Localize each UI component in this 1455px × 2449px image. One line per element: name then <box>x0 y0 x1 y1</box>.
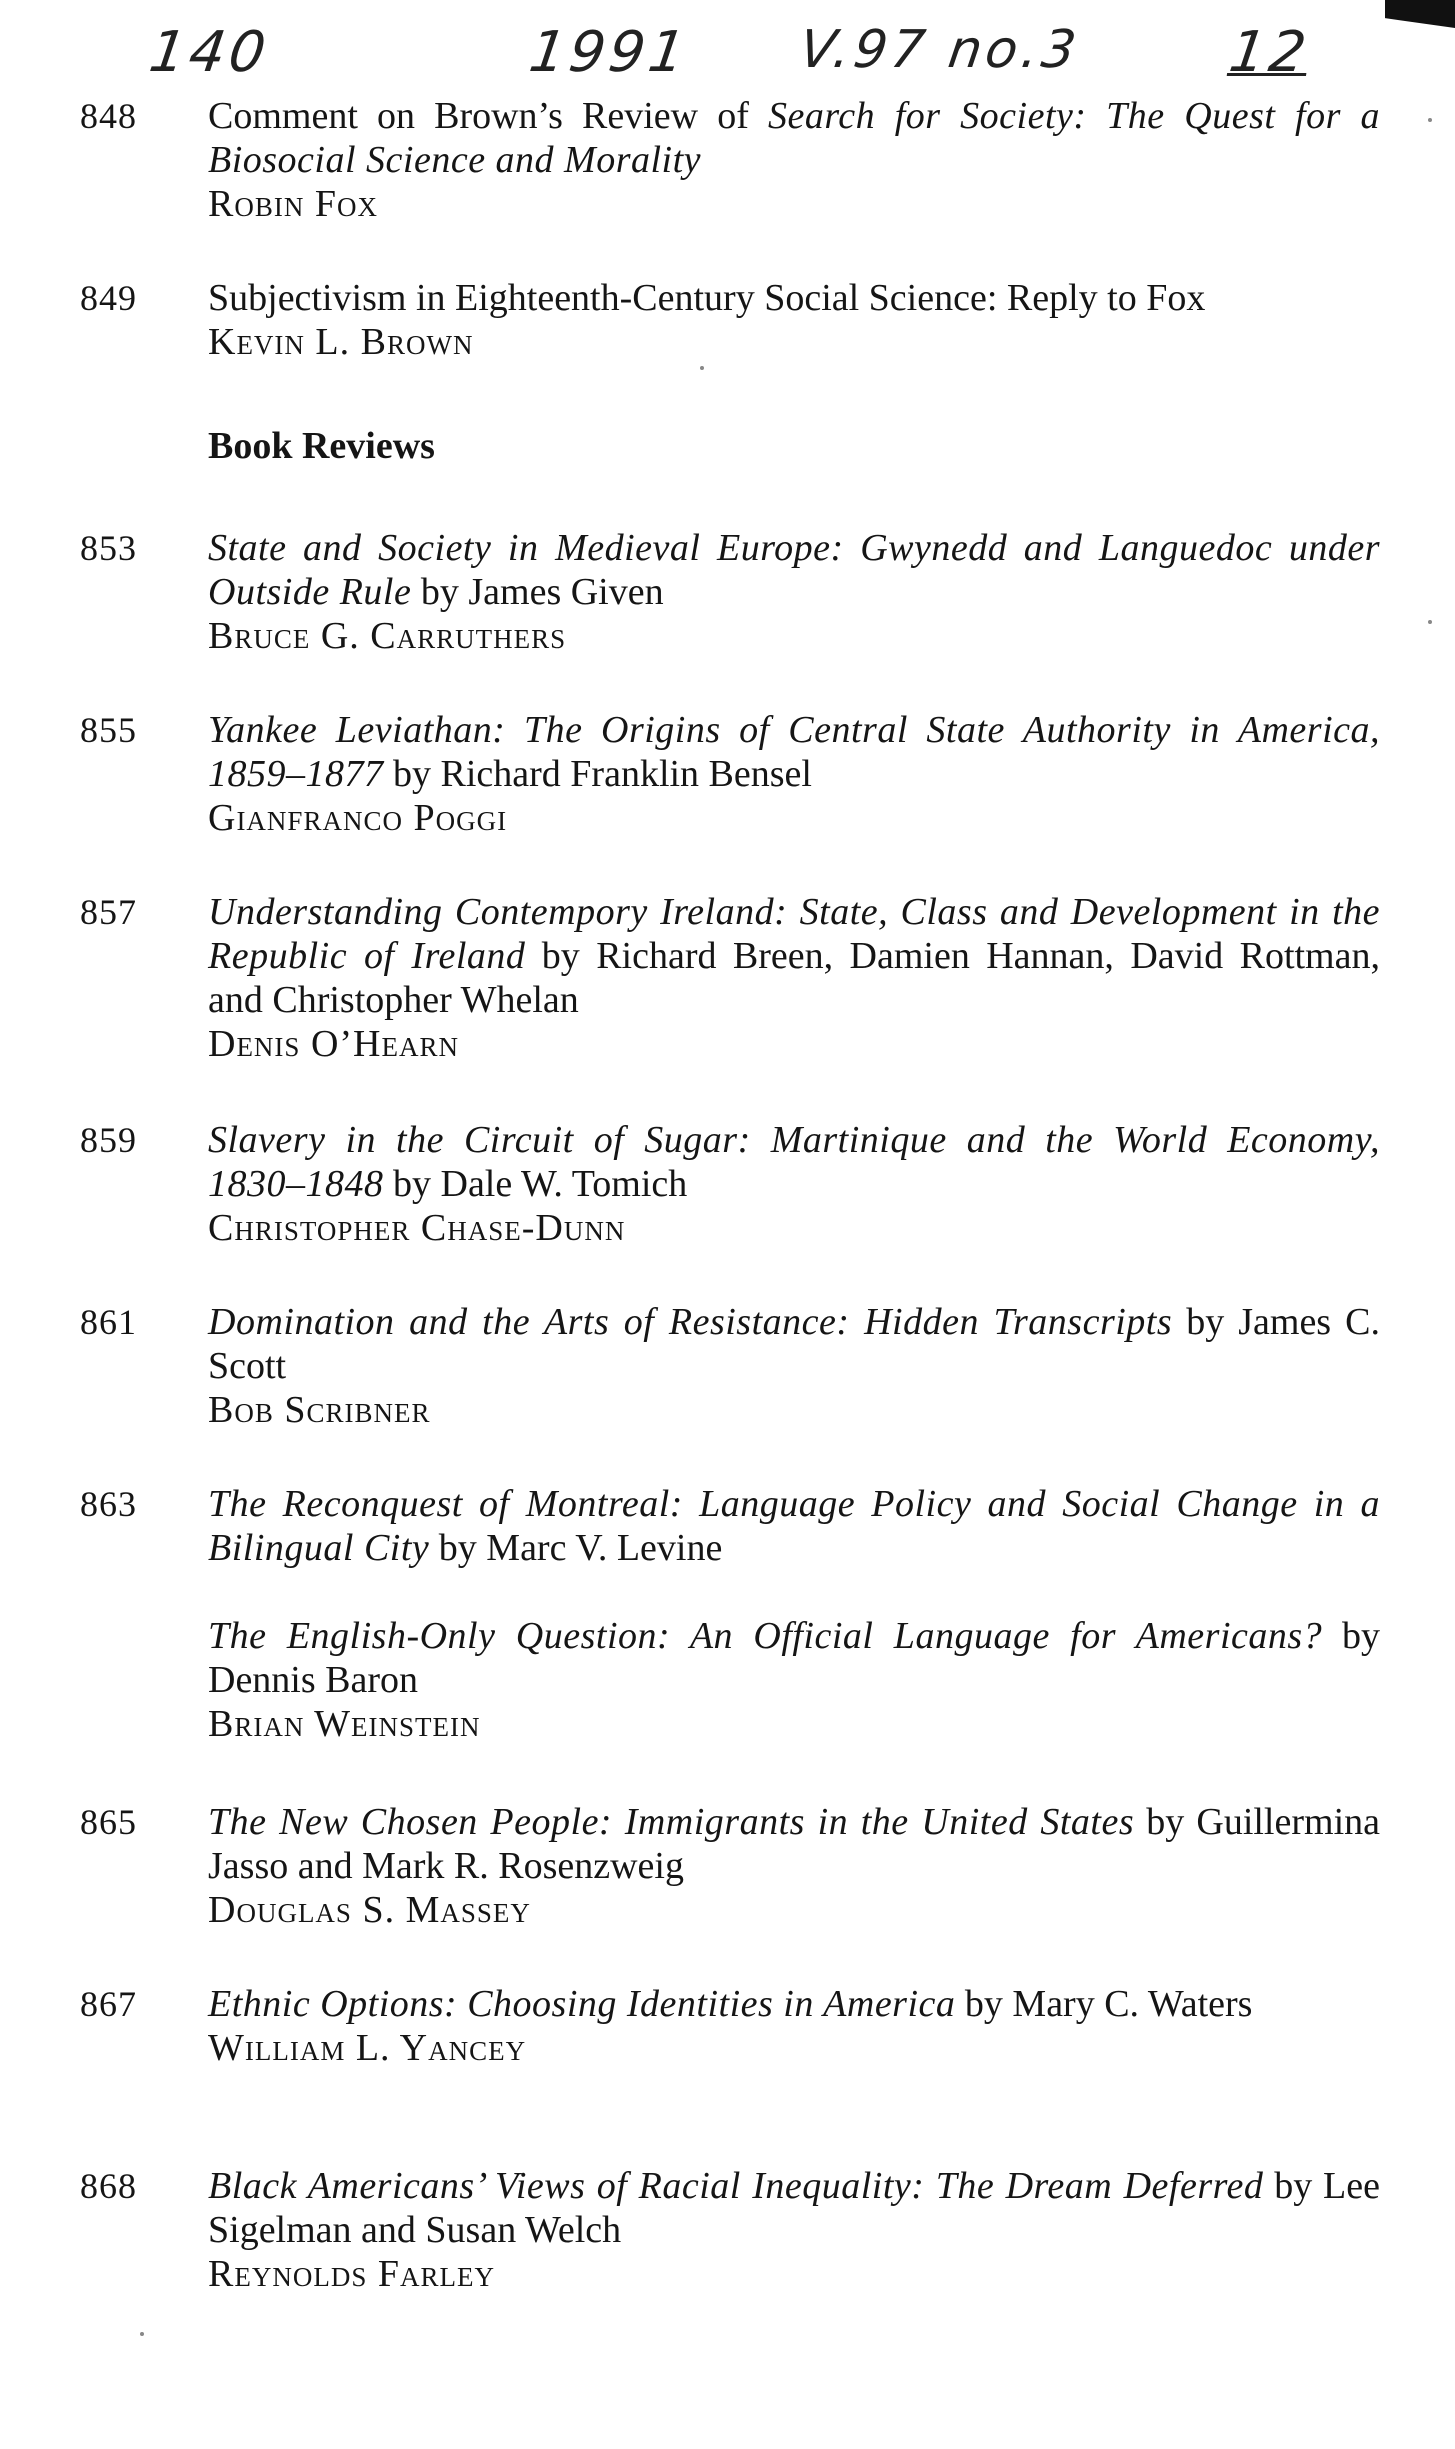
entry-text <box>208 1300 1380 1432</box>
entry-title: The Reconquest of Montreal: Language Policy and Social Change in a Bilingual City <box>208 1483 1380 1569</box>
entry-title: Domination and the Arts of Resistance: Hidden Transcripts <box>208 1301 1173 1343</box>
entry-title: Ethnic Options: Choosing Identities in America <box>208 1983 956 2025</box>
handwritten-note: 12 <box>1225 20 1314 85</box>
entry-author: William L. Yancey <box>208 2027 527 2069</box>
entry-text <box>208 1614 1380 1746</box>
entry-tail: by Richard Franklin Bensel <box>383 753 812 795</box>
entry-tail: by Marc V. Levine <box>429 1527 723 1569</box>
entry-author: Bob Scribner <box>208 1389 431 1431</box>
page-number: 865 <box>80 1802 137 1842</box>
section-heading-book-reviews: Book Reviews <box>208 425 435 467</box>
entry-tail: by Dale W. Tomich <box>383 1163 688 1205</box>
page-number: 867 <box>80 1984 137 2024</box>
entry-title: Slavery in the Circuit of Sugar: Martinique and the World Economy, 1830–1848 <box>208 1119 1380 1205</box>
entry-text <box>208 94 1380 226</box>
handwritten-page-number: 140 <box>145 20 274 85</box>
entry-author: Reynolds Farley <box>208 2253 495 2295</box>
scan-speck <box>1428 118 1432 122</box>
entry-text <box>208 276 1380 364</box>
entry-text <box>208 1982 1380 2070</box>
entry-lead: Comment on Brown’s Review of <box>208 95 768 137</box>
handwritten-volume-issue: V.97 no.3 <box>795 20 1084 80</box>
page-number: 859 <box>80 1120 137 1160</box>
entry-tail: by Richard Breen, Damien Hannan, David Rottman, and Christopher Whelan <box>208 935 1380 1021</box>
scan-speck <box>700 366 704 370</box>
page-number: 855 <box>80 710 137 750</box>
entry-title: Understanding Contempory Ireland: State, Class and Development in the Republic of Ireland <box>208 891 1380 977</box>
entry-tail: by Mary C. Waters <box>955 1983 1253 2025</box>
entry-text <box>208 1800 1380 1932</box>
scan-speck <box>1428 620 1432 624</box>
entry-text <box>208 890 1380 1066</box>
entry-author: Kevin L. Brown <box>208 321 474 363</box>
entry-lead: Subjectivism in Eighteenth-Century Social Science: Reply to Fox <box>208 277 1206 319</box>
handwritten-year: 1991 <box>525 20 694 85</box>
entry-text <box>208 1482 1380 1570</box>
entry-text <box>208 526 1380 658</box>
entry-author: Douglas S. Massey <box>208 1889 531 1931</box>
entry-text <box>208 2164 1380 2296</box>
scan-edge-mark <box>1385 0 1455 28</box>
scan-speck <box>140 2332 144 2336</box>
entry-title: The New Chosen People: Immigrants in the United States <box>208 1801 1135 1843</box>
page-number: 848 <box>80 96 137 136</box>
entry-author: Brian Weinstein <box>208 1703 481 1745</box>
entry-title: Yankee Leviathan: The Origins of Central State Authority in America, 1859–1877 <box>208 709 1380 795</box>
entry-title: State and Society in Medieval Europe: Gwynedd and Languedoc under Outside Rule <box>208 527 1380 613</box>
page-number: 863 <box>80 1484 137 1524</box>
page-number: 849 <box>80 278 137 318</box>
page-number: 857 <box>80 892 137 932</box>
entry-tail: by James C. Scott <box>208 1301 1380 1387</box>
page-number: 861 <box>80 1302 137 1342</box>
entry-title: Black Americans’ Views of Racial Inequality: The Dream Deferred <box>208 2165 1264 2207</box>
entry-author: Bruce G. Carruthers <box>208 615 567 657</box>
page-number: 853 <box>80 528 137 568</box>
page-number: 868 <box>80 2166 137 2206</box>
entry-author: Robin Fox <box>208 183 378 225</box>
entry-author: Denis O’Hearn <box>208 1023 459 1065</box>
entry-tail: by James Given <box>411 571 664 613</box>
entry-title: Search for Society: The Quest for a Biosocial Science and Morality <box>208 95 1380 181</box>
entry-tail: by Lee Sigelman and Susan Welch <box>208 2165 1380 2251</box>
entry-text <box>208 1118 1380 1250</box>
handwritten-header <box>145 20 1350 85</box>
entry-tail: by Guillermina Jasso and Mark R. Rosenzweig <box>208 1801 1380 1887</box>
entry-author: Gianfranco Poggi <box>208 797 508 839</box>
entry-title: The English-Only Question: An Official Language for Americans? <box>208 1615 1323 1657</box>
entry-tail: by Dennis Baron <box>208 1615 1380 1701</box>
entry-text <box>208 708 1380 840</box>
entry-author: Christopher Chase-Dunn <box>208 1207 626 1249</box>
